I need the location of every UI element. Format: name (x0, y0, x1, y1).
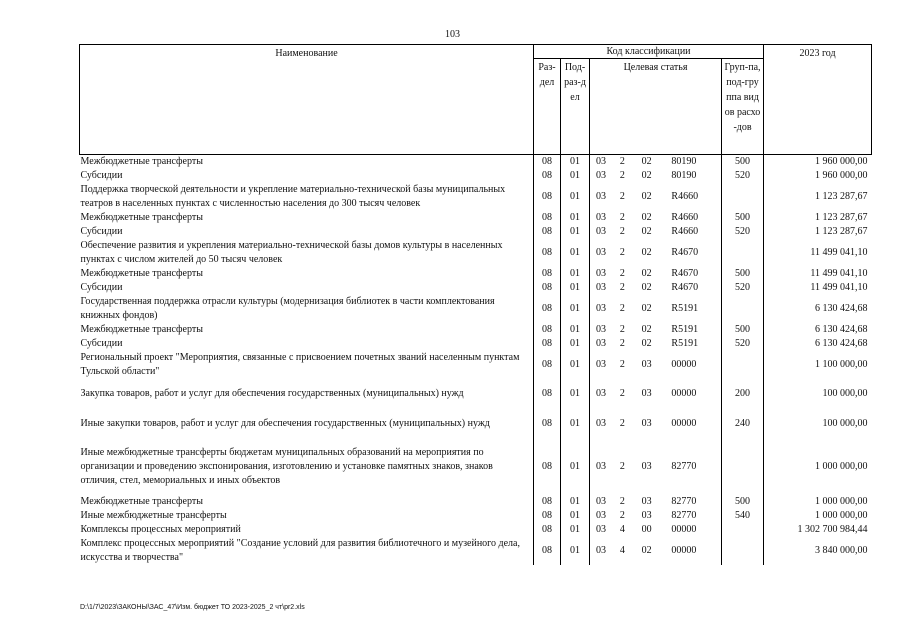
target-article-part: 02 (641, 212, 652, 223)
target-article-part: R4670 (671, 282, 699, 293)
table-row (80, 281, 872, 295)
row-amount: 1 960 000,00 (764, 155, 872, 170)
target-article-part: 2 (619, 226, 625, 237)
row-expense-type: 240 (722, 409, 764, 439)
row-expense-type: 200 (722, 379, 764, 409)
row-amount: 11 499 041,10 (764, 281, 872, 295)
row-razdel: 08 (534, 323, 561, 337)
row-expense-type: 500 (722, 323, 764, 337)
row-expense-type: 520 (722, 169, 764, 183)
row-podrazdel: 01 (561, 379, 590, 409)
table-row (80, 239, 872, 267)
row-podrazdel: 01 (561, 295, 590, 323)
row-name: Межбюджетные трансферты (80, 323, 534, 337)
table-row (80, 509, 872, 523)
target-article-part: 03 (596, 268, 606, 279)
row-podrazdel: 01 (561, 337, 590, 351)
target-article-part: 03 (596, 282, 606, 293)
target-article-part: 4 (619, 545, 625, 556)
table-row (80, 337, 872, 351)
table-body (80, 155, 872, 566)
target-article-part: 03 (596, 170, 606, 181)
table-header (80, 45, 872, 155)
row-podrazdel: 01 (561, 323, 590, 337)
header-code: Код классификации (534, 45, 764, 59)
target-article-part: 82770 (671, 461, 697, 472)
row-target-article (590, 337, 722, 351)
target-article-part: 03 (596, 247, 606, 258)
row-target-article (590, 323, 722, 337)
row-razdel: 08 (534, 439, 561, 495)
row-podrazdel: 01 (561, 495, 590, 509)
target-article-part: 82770 (671, 496, 697, 507)
target-article-part: R4670 (671, 268, 699, 279)
row-razdel: 08 (534, 155, 561, 170)
table-row (80, 225, 872, 239)
row-podrazdel: 01 (561, 537, 590, 565)
table-row (80, 409, 872, 439)
row-amount: 100 000,00 (764, 379, 872, 409)
row-expense-type: 520 (722, 225, 764, 239)
row-name: Иные межбюджетные трансферты бюджетам муниципальных образований на мероприятия по организации и проведению экспонирования, изготовлению и установке памятных знаков, знаков отличия, стел, мемориальных и иных объектов (80, 439, 534, 495)
table-row (80, 155, 872, 170)
target-article-part: 02 (641, 338, 652, 349)
target-article-part: 02 (641, 170, 652, 181)
row-name: Комплекс процессных мероприятий "Создание условий для развития библиотечного и музейного дела, искусства и творчества" (80, 537, 534, 565)
row-amount: 1 960 000,00 (764, 169, 872, 183)
target-article-part: 2 (619, 268, 625, 279)
target-article-part: 03 (641, 418, 652, 429)
row-target-article (590, 267, 722, 281)
header-name: Наименование (80, 45, 534, 155)
row-podrazdel: 01 (561, 439, 590, 495)
row-podrazdel: 01 (561, 281, 590, 295)
row-expense-type (722, 523, 764, 537)
row-razdel: 08 (534, 225, 561, 239)
target-article-part: 03 (641, 510, 652, 521)
row-amount: 1 123 287,67 (764, 225, 872, 239)
page-number: 103 (445, 29, 460, 40)
table-row (80, 183, 872, 211)
target-article-part: R4660 (671, 226, 699, 237)
row-expense-type: 500 (722, 211, 764, 225)
row-name: Региональный проект "Мероприятия, связанные с присвоением почетных званий населенным пунктам Тульской области" (80, 351, 534, 379)
target-article-part: 02 (641, 545, 652, 556)
row-podrazdel: 01 (561, 155, 590, 170)
table-row (80, 439, 872, 495)
row-podrazdel: 01 (561, 351, 590, 379)
target-article-part: 2 (619, 324, 625, 335)
row-name: Межбюджетные трансферты (80, 495, 534, 509)
target-article-part: 00 (641, 524, 652, 535)
table-row (80, 495, 872, 509)
row-target-article (590, 225, 722, 239)
target-article-part: 03 (596, 524, 606, 535)
row-target-article (590, 509, 722, 523)
target-article-part: 03 (596, 359, 606, 370)
row-razdel: 08 (534, 523, 561, 537)
target-article-part: R5191 (671, 303, 699, 314)
row-expense-type (722, 537, 764, 565)
row-razdel: 08 (534, 379, 561, 409)
target-article-part: R5191 (671, 324, 699, 335)
target-article-part: 03 (596, 156, 606, 167)
row-amount: 100 000,00 (764, 409, 872, 439)
target-article-part: 03 (596, 418, 606, 429)
target-article-part: 2 (619, 496, 625, 507)
row-podrazdel: 01 (561, 225, 590, 239)
target-article-part: 02 (641, 247, 652, 258)
target-article-part: 03 (596, 324, 606, 335)
target-article-part: 02 (641, 303, 652, 314)
target-article-part: 2 (619, 282, 625, 293)
target-article-part: 82770 (671, 510, 697, 521)
row-name: Обеспечение развития и укрепления материально-технической базы домов культуры в населенных пунктах с числом жителей до 50 тысяч человек (80, 239, 534, 267)
target-article-part: 03 (596, 212, 606, 223)
header-year: 2023 год (764, 45, 872, 155)
file-path-footer: D:\1/7\2023\ЗАКОНЫ\ЗАС_47\Изм. бюджет ТО 2023-2025_2 чт\pr2.xls (80, 604, 305, 611)
row-target-article (590, 169, 722, 183)
target-article-part: 00000 (671, 524, 697, 535)
row-name: Субсидии (80, 225, 534, 239)
row-target-article (590, 351, 722, 379)
target-article-part: 00000 (671, 545, 697, 556)
row-target-article (590, 183, 722, 211)
target-article-part: 03 (596, 338, 606, 349)
row-amount: 6 130 424,68 (764, 323, 872, 337)
row-razdel: 08 (534, 211, 561, 225)
target-article-part: 03 (596, 510, 606, 521)
target-article-part: 03 (641, 461, 652, 472)
row-target-article (590, 495, 722, 509)
row-razdel: 08 (534, 295, 561, 323)
row-target-article (590, 281, 722, 295)
target-article-part: 03 (596, 191, 606, 202)
row-razdel: 08 (534, 495, 561, 509)
row-amount: 1 123 287,67 (764, 211, 872, 225)
target-article-part: 2 (619, 156, 625, 167)
row-name: Субсидии (80, 169, 534, 183)
row-target-article (590, 537, 722, 565)
row-target-article (590, 523, 722, 537)
target-article-part: 02 (641, 226, 652, 237)
target-article-part: 80190 (671, 156, 697, 167)
row-target-article (590, 379, 722, 409)
row-expense-type (722, 439, 764, 495)
table-row (80, 379, 872, 409)
header-target: Целевая статья (590, 59, 722, 155)
row-expense-type (722, 239, 764, 267)
target-article-part: 2 (619, 212, 625, 223)
table-row (80, 323, 872, 337)
target-article-part: 03 (641, 359, 652, 370)
row-expense-type (722, 295, 764, 323)
table-row (80, 169, 872, 183)
table-row (80, 537, 872, 565)
table-row (80, 295, 872, 323)
target-article-part: 00000 (671, 388, 697, 399)
target-article-part: 00000 (671, 418, 697, 429)
header-podrazdel: Под-раз-дел (561, 59, 590, 155)
table-row (80, 211, 872, 225)
row-name: Комплексы процессных мероприятий (80, 523, 534, 537)
target-article-part: 2 (619, 338, 625, 349)
row-amount: 6 130 424,68 (764, 337, 872, 351)
target-article-part: 02 (641, 324, 652, 335)
row-expense-type: 540 (722, 509, 764, 523)
target-article-part: 2 (619, 418, 625, 429)
row-name: Поддержка творческой деятельности и укрепление материально-технической базы муниципальных театров в населенных пунктах с численностью населения до 300 тысяч человек (80, 183, 534, 211)
target-article-part: R5191 (671, 338, 699, 349)
row-expense-type: 520 (722, 337, 764, 351)
row-name: Субсидии (80, 281, 534, 295)
row-podrazdel: 01 (561, 169, 590, 183)
row-target-article (590, 239, 722, 267)
row-amount: 1 000 000,00 (764, 439, 872, 495)
header-razdel: Раз-дел (534, 59, 561, 155)
target-article-part: 00000 (671, 359, 697, 370)
row-razdel: 08 (534, 239, 561, 267)
target-article-part: 03 (596, 303, 606, 314)
target-article-part: 2 (619, 170, 625, 181)
target-article-part: 03 (596, 545, 606, 556)
target-article-part: R4660 (671, 212, 699, 223)
row-amount: 1 100 000,00 (764, 351, 872, 379)
target-article-part: R4670 (671, 247, 699, 258)
row-name: Иные межбюджетные трансферты (80, 509, 534, 523)
row-name: Закупка товаров, работ и услуг для обеспечения государственных (муниципальных) нужд (80, 379, 534, 409)
row-name: Межбюджетные трансферты (80, 211, 534, 225)
target-article-part: 03 (641, 496, 652, 507)
row-podrazdel: 01 (561, 523, 590, 537)
row-target-article (590, 439, 722, 495)
row-amount: 6 130 424,68 (764, 295, 872, 323)
target-article-part: 4 (619, 524, 625, 535)
target-article-part: 02 (641, 282, 652, 293)
target-article-part: 02 (641, 191, 652, 202)
target-article-part: 2 (619, 388, 625, 399)
row-razdel: 08 (534, 337, 561, 351)
target-article-part: 02 (641, 156, 652, 167)
row-razdel: 08 (534, 281, 561, 295)
row-amount: 1 302 700 984,44 (764, 523, 872, 537)
row-target-article (590, 295, 722, 323)
row-expense-type: 500 (722, 495, 764, 509)
target-article-part: 03 (596, 388, 606, 399)
target-article-part: 2 (619, 303, 625, 314)
row-expense-type: 500 (722, 267, 764, 281)
row-amount: 11 499 041,10 (764, 239, 872, 267)
target-article-part: 80190 (671, 170, 697, 181)
target-article-part: 03 (596, 496, 606, 507)
row-razdel: 08 (534, 409, 561, 439)
row-name: Иные закупки товаров, работ и услуг для обеспечения государственных (муниципальных) нужд (80, 409, 534, 439)
target-article-part: 2 (619, 359, 625, 370)
row-razdel: 08 (534, 183, 561, 211)
row-expense-type: 500 (722, 155, 764, 170)
row-razdel: 08 (534, 351, 561, 379)
row-razdel: 08 (534, 267, 561, 281)
row-podrazdel: 01 (561, 409, 590, 439)
target-article-part: 2 (619, 510, 625, 521)
target-article-part: 2 (619, 461, 625, 472)
target-article-part: 2 (619, 191, 625, 202)
row-podrazdel: 01 (561, 211, 590, 225)
target-article-part: 03 (641, 388, 652, 399)
target-article-part: 02 (641, 268, 652, 279)
row-amount: 1 123 287,67 (764, 183, 872, 211)
row-name: Межбюджетные трансферты (80, 155, 534, 170)
budget-table (79, 44, 872, 565)
target-article-part: 03 (596, 226, 606, 237)
row-podrazdel: 01 (561, 267, 590, 281)
row-expense-type (722, 351, 764, 379)
row-razdel: 08 (534, 537, 561, 565)
row-amount: 1 000 000,00 (764, 495, 872, 509)
row-name: Субсидии (80, 337, 534, 351)
row-podrazdel: 01 (561, 239, 590, 267)
row-expense-type (722, 183, 764, 211)
row-target-article (590, 211, 722, 225)
row-name: Межбюджетные трансферты (80, 267, 534, 281)
row-amount: 3 840 000,00 (764, 537, 872, 565)
row-razdel: 08 (534, 509, 561, 523)
row-podrazdel: 01 (561, 509, 590, 523)
row-amount: 11 499 041,10 (764, 267, 872, 281)
target-article-part: R4660 (671, 191, 699, 202)
row-target-article (590, 409, 722, 439)
table-row (80, 267, 872, 281)
table-row (80, 523, 872, 537)
row-name: Государственная поддержка отрасли культуры (модернизация библиотек в части комплектования книжных фондов) (80, 295, 534, 323)
target-article-part: 2 (619, 247, 625, 258)
row-target-article (590, 155, 722, 170)
table-row (80, 351, 872, 379)
row-expense-type: 520 (722, 281, 764, 295)
row-razdel: 08 (534, 169, 561, 183)
header-vr: Груп-па, под-группа видов расхо-дов (722, 59, 764, 155)
row-podrazdel: 01 (561, 183, 590, 211)
target-article-part: 03 (596, 461, 606, 472)
row-amount: 1 000 000,00 (764, 509, 872, 523)
